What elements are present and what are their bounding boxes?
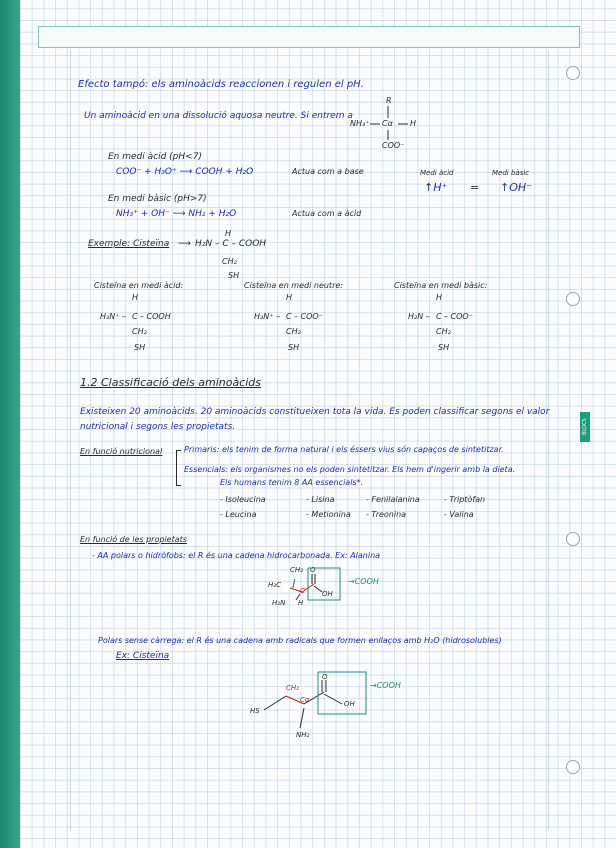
acid-note: Actua com a base [292, 167, 364, 176]
polar-text: Polars sense càrrega: el R és una cadena amb radicals que formen enllaços amb H₂O (hidrosolubles) [98, 636, 502, 645]
acid-medium-label: En medi àcid (pH<7) [108, 152, 202, 162]
cysteine-form-right: – COO⁻ [444, 312, 473, 321]
zwitterion-r: R [386, 96, 392, 105]
cysteine-form-center: C [436, 312, 442, 321]
alanine-o: O [310, 566, 316, 574]
list-item: - Valina [444, 510, 474, 519]
cysteine-form-ch2: CH₂ [436, 327, 451, 336]
cysteine-form-label: Cisteïna en medi bàsic: [394, 281, 488, 290]
alanine-h2n: H₂N [272, 599, 286, 607]
cysteine-form-left: H₂N – [408, 312, 430, 321]
properties-label: En funció de les propietats [80, 535, 187, 544]
example-formula: H₂N – C – COOH [195, 239, 267, 249]
alanine-oh: OH [322, 590, 333, 598]
cysteine-nh2: NH₂ [296, 731, 310, 739]
zwitterion-bonds [370, 106, 420, 146]
cysteine-form-ch2: CH₂ [286, 327, 301, 336]
equivalence-left-label: Medi àcid [420, 169, 454, 177]
cysteine-form-sh: SH [134, 343, 146, 352]
cysteine-form-label: Cisteïna en medi neutre: [244, 281, 343, 290]
list-item: - Treonina [366, 510, 407, 519]
punch-hole [566, 66, 580, 80]
basic-note: Actua com a àcid [292, 209, 362, 218]
apolar-text: - AA polars o hidròfobs: el R és una cadena hidrocarbonada. Ex: Alanina [92, 551, 381, 560]
nutritional-brace [176, 450, 181, 486]
cysteine-hs: HS [250, 707, 260, 715]
cysteine-form-top: H [286, 293, 293, 302]
alanine-green-mark: I [292, 577, 296, 591]
basic-medium-label: En medi bàsic (pH>7) [108, 194, 207, 204]
list-item: - Triptòfan [444, 495, 486, 504]
margin-line-right [548, 50, 549, 830]
cysteine-form-sh: SH [288, 343, 300, 352]
punch-hole [566, 532, 580, 546]
intro-line: Un aminoàcid en una dissolució aquosa neutre. Si entrem a [84, 111, 353, 121]
cysteine-cooh-tag: →COOH [370, 681, 401, 690]
section-heading: 1.2 Classificació dels aminoàcids [80, 376, 262, 389]
cysteine-calpha: Cα [300, 696, 310, 704]
acid-equation: COO⁻ + H₃O⁺ ⟶ COOH + H₂O [116, 167, 254, 177]
cysteine-form-sh: SH [438, 343, 450, 352]
side-tab: BLOCS [580, 412, 590, 442]
equivalence-left-value: ↑H⁺ [424, 181, 448, 194]
alanine-h: H [298, 599, 304, 607]
equivalence-right-label: Medi bàsic [492, 169, 530, 177]
punch-hole [566, 760, 580, 774]
example-arrow: ⟶ [178, 239, 191, 249]
margin-line-left [70, 50, 71, 830]
example-ch2: CH₂ [222, 257, 237, 266]
cysteine-bonds [258, 668, 368, 738]
cysteine-form-center: C [286, 312, 292, 321]
essencials-text: Essencials: els organismes no els poden sintetitzar. Els hem d'ingerir amb la dieta. [184, 465, 516, 474]
alanine-c: C [300, 587, 305, 595]
list-item: - Fenilalanina [366, 495, 420, 504]
cysteine-form-label: Cisteïna en medi àcid: [94, 281, 184, 290]
polar-example: Ex: Cisteïna [116, 651, 170, 661]
cysteine-form-right: – COO⁻ [294, 312, 323, 321]
basic-equation: NH₃⁺ + OH⁻ ⟶ NH₂ + H₂O [116, 209, 237, 219]
punch-hole [566, 292, 580, 306]
cysteine-ch2: CH₂ [286, 684, 299, 692]
equivalence-equals: = [470, 181, 480, 194]
cysteine-form-left: H₃N⁺ – [254, 312, 280, 321]
cysteine-form-top: H [132, 293, 139, 302]
example-sh: SH [228, 271, 240, 280]
section-paragraph-line: nutricional i segons les propietats. [80, 422, 236, 432]
primaris-text: Primaris: els tenim de forma natural i els éssers vius són capaços de sintetitzar. [184, 445, 504, 454]
essencials-text: Els humans tenim 8 AA essencials*. [220, 478, 364, 487]
cysteine-o: O [322, 673, 328, 681]
cysteine-form-top: H [436, 293, 443, 302]
alanine-ch3: CH₃ [290, 566, 303, 574]
alanine-cooh-tag: →COOH [348, 577, 379, 586]
example-label: Exemple: Cisteïna [88, 239, 170, 249]
cysteine-form-right: – COOH [140, 312, 171, 321]
equivalence-right-value: ↑OH⁻ [500, 181, 532, 194]
cysteine-form-ch2: CH₂ [132, 327, 147, 336]
alanine-h3c: H₃C [268, 581, 281, 589]
zwitterion-nh3: NH₃⁺ [350, 119, 370, 128]
list-item: - Leucina [220, 510, 257, 519]
notebook-binding-strip [0, 0, 20, 848]
zwitterion-h: H [410, 119, 417, 128]
list-item: - Isoleucina [220, 495, 266, 504]
cysteine-oh: OH [344, 700, 355, 708]
header-band [38, 26, 580, 48]
example-top-h: H [225, 229, 232, 238]
cysteine-form-left: H₃N⁺ – [100, 312, 126, 321]
zwitterion-calpha: Cα [382, 119, 393, 128]
heading-buffer-effect: Efecto tampó: els aminoàcids reaccionen i regulen el pH. [78, 79, 364, 90]
list-item: - Lisina [306, 495, 335, 504]
alanine-bonds [266, 562, 356, 612]
cysteine-form-center: C [132, 312, 138, 321]
list-item: - Metionina [306, 510, 351, 519]
nutritional-label: En funció nutricional [80, 447, 163, 456]
zwitterion-coo: COO⁻ [382, 141, 405, 150]
section-paragraph-line: Existeixen 20 aminoàcids. 20 aminoàcids constitueixen tota la vida. Es poden classificar segons el valor [80, 407, 550, 417]
